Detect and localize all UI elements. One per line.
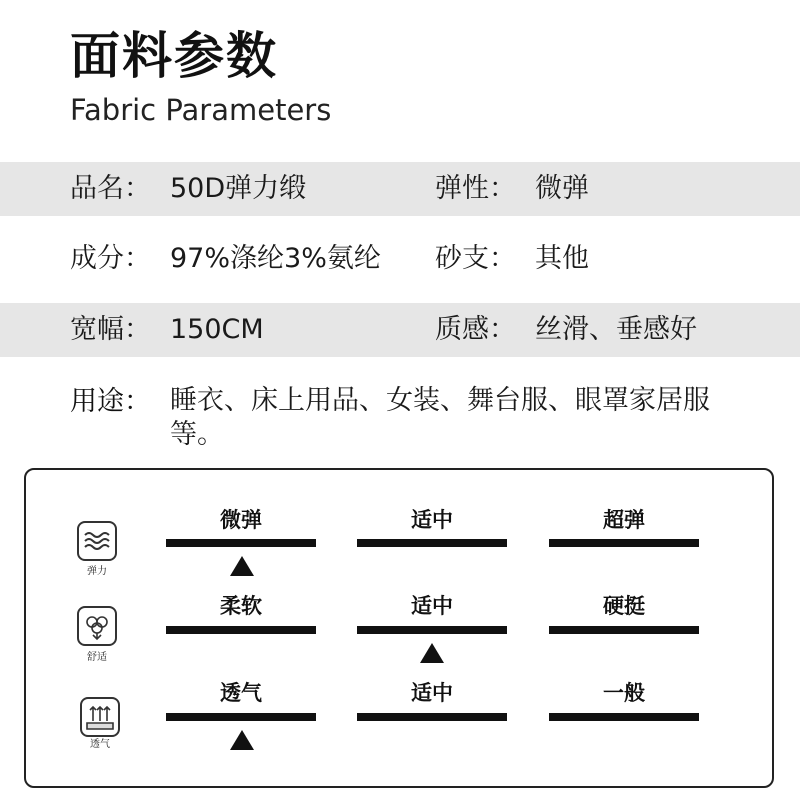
scale-bar xyxy=(166,713,316,721)
param-value-texture: 丝滑、垂感好 xyxy=(535,314,697,345)
scale-bar xyxy=(549,626,699,634)
scale-bar xyxy=(357,539,507,547)
usage-text: 睡衣、床上用品、女装、舞台服、眼罩家居服等。 xyxy=(170,385,710,450)
option-label-medium: 适中 xyxy=(411,594,453,618)
param-label-composition: 成分： xyxy=(70,243,151,274)
cotton-icon xyxy=(77,606,117,646)
param-row-width xyxy=(0,303,800,357)
param-value-yarn: 其他 xyxy=(535,243,589,274)
scale-bar xyxy=(166,539,316,547)
scale-bar xyxy=(357,713,507,721)
param-value-name: 50D弹力缎 xyxy=(170,173,307,204)
option-label-super-stretch: 超弹 xyxy=(603,508,645,532)
usage-label: 用途： xyxy=(70,386,151,417)
option-label-stiff: 硬挺 xyxy=(603,594,645,618)
scale-bar xyxy=(549,713,699,721)
param-label-width: 宽幅： xyxy=(70,314,151,345)
option-label-medium: 适中 xyxy=(411,508,453,532)
page-subtitle: Fabric Parameters xyxy=(70,93,332,127)
param-label-elasticity: 弹性： xyxy=(435,173,516,204)
option-label-soft: 柔软 xyxy=(220,594,262,618)
scale-bar xyxy=(166,626,316,634)
param-value-elasticity: 微弹 xyxy=(535,173,589,204)
param-value-composition: 97%涤纶3%氨纶 xyxy=(170,243,381,274)
param-row-composition xyxy=(0,232,800,286)
breathable-icon xyxy=(80,697,120,737)
option-label-average: 一般 xyxy=(603,681,645,705)
wave-icon xyxy=(77,521,117,561)
param-value-width: 150CM xyxy=(170,314,264,345)
option-label-breathable: 透气 xyxy=(220,681,262,705)
selection-marker-icon xyxy=(230,556,254,576)
icon-caption-comfort: 舒适 xyxy=(87,652,107,663)
selection-marker-icon xyxy=(230,730,254,750)
param-label-yarn: 砂支： xyxy=(435,243,516,274)
param-row-name xyxy=(0,162,800,216)
scale-bar xyxy=(549,539,699,547)
scale-bar xyxy=(357,626,507,634)
option-label-soft-stretch: 微弹 xyxy=(220,508,262,532)
option-label-medium: 适中 xyxy=(411,681,453,705)
page-title: 面料参数 xyxy=(70,27,278,85)
param-label-name: 品名： xyxy=(70,173,151,204)
selection-marker-icon xyxy=(420,643,444,663)
icon-caption-elasticity: 弹力 xyxy=(87,566,107,577)
icon-caption-breathability: 透气 xyxy=(90,739,110,750)
param-label-texture: 质感： xyxy=(435,314,516,345)
